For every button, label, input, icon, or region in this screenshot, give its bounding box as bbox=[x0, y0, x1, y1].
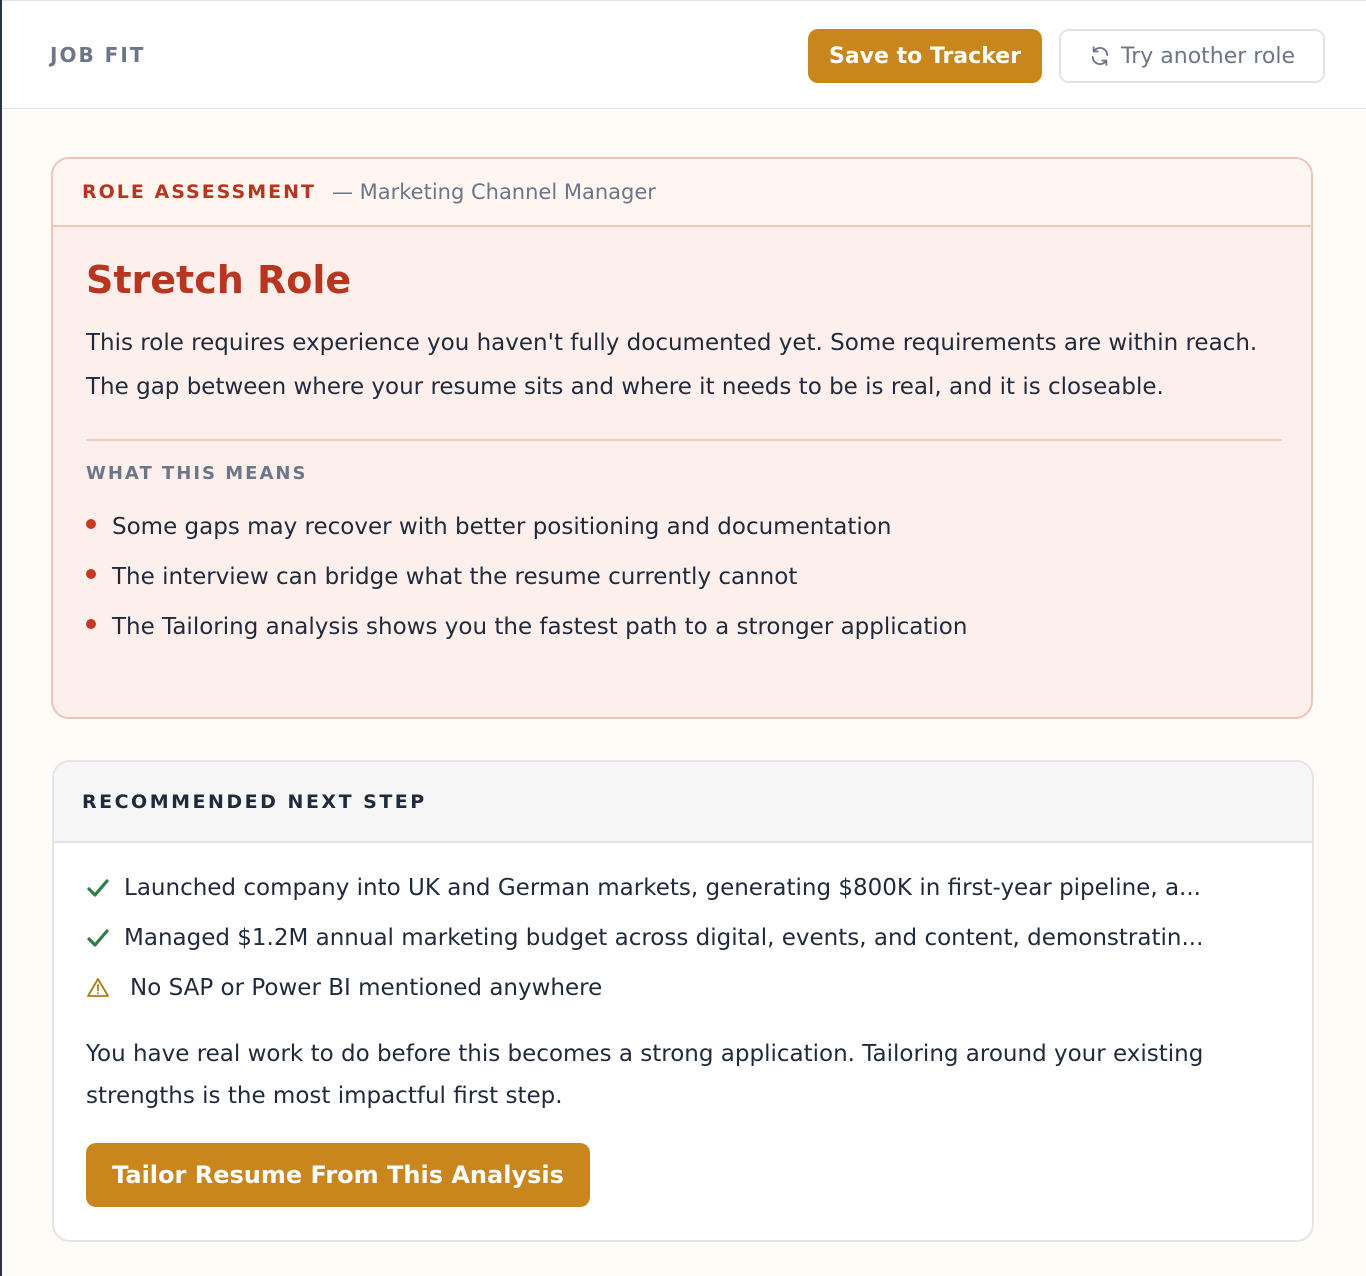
list-item bbox=[86, 913, 1279, 963]
role-assessment-card bbox=[51, 157, 1313, 719]
next-step-description: You have real work to do before this becomes a strong application. Tailoring around your existing strengths is the most impactful first step. bbox=[86, 1041, 1204, 1109]
list-item bbox=[86, 963, 1279, 1013]
list-item bbox=[86, 602, 1278, 652]
bullet-icon bbox=[86, 619, 96, 629]
list-item bbox=[86, 863, 1279, 913]
try-another-role-button[interactable] bbox=[1059, 29, 1325, 83]
role-name: — Marketing Channel Manager bbox=[331, 180, 656, 204]
role-assessment-label: ROLE ASSESSMENT bbox=[82, 181, 316, 203]
checkmark-icon bbox=[86, 926, 110, 950]
next-step-header bbox=[54, 762, 1312, 843]
recommended-next-step-card bbox=[52, 760, 1314, 1242]
list-item-text: The Tailoring analysis shows you the fastest path to a stronger application bbox=[112, 614, 968, 640]
refresh-icon bbox=[1089, 45, 1111, 67]
what-this-means-label: WHAT THIS MEANS bbox=[86, 463, 308, 484]
bullet-icon bbox=[86, 569, 96, 579]
list-item-text: Some gaps may recover with better positioning and documentation bbox=[112, 514, 892, 540]
evidence-text: No SAP or Power BI mentioned anywhere bbox=[130, 975, 603, 1001]
list-item-text: The interview can bridge what the resume currently cannot bbox=[112, 564, 798, 590]
role-assessment-header bbox=[53, 159, 1311, 227]
next-step-label: RECOMMENDED NEXT STEP bbox=[82, 790, 427, 813]
evidence-list bbox=[86, 863, 1279, 1013]
list-item bbox=[86, 552, 1278, 602]
fit-verdict: Stretch Role bbox=[86, 258, 352, 302]
page-title: JOB FIT bbox=[50, 43, 146, 67]
top-bar bbox=[2, 0, 1366, 109]
list-item bbox=[86, 502, 1278, 552]
checkmark-icon bbox=[86, 876, 110, 900]
try-another-role-label: Try another role bbox=[1121, 43, 1295, 69]
evidence-text: Managed $1.2M annual marketing budget across digital, events, and content, demonstratin... bbox=[124, 925, 1204, 951]
tailor-resume-button[interactable]: Tailor Resume From This Analysis bbox=[86, 1143, 590, 1207]
bullet-icon bbox=[86, 519, 96, 529]
what-this-means-list bbox=[86, 502, 1278, 652]
verdict-description: This role requires experience you haven't fully documented yet. Some requirements are within reach. The gap between where your resume sits and where it needs to be is real, and it is closeable. bbox=[86, 330, 1258, 400]
evidence-text: Launched company into UK and German markets, generating $800K in first-year pipeline, a... bbox=[124, 875, 1201, 901]
warning-icon bbox=[86, 976, 110, 1000]
save-to-tracker-button[interactable]: Save to Tracker bbox=[808, 29, 1042, 83]
divider bbox=[86, 439, 1282, 441]
